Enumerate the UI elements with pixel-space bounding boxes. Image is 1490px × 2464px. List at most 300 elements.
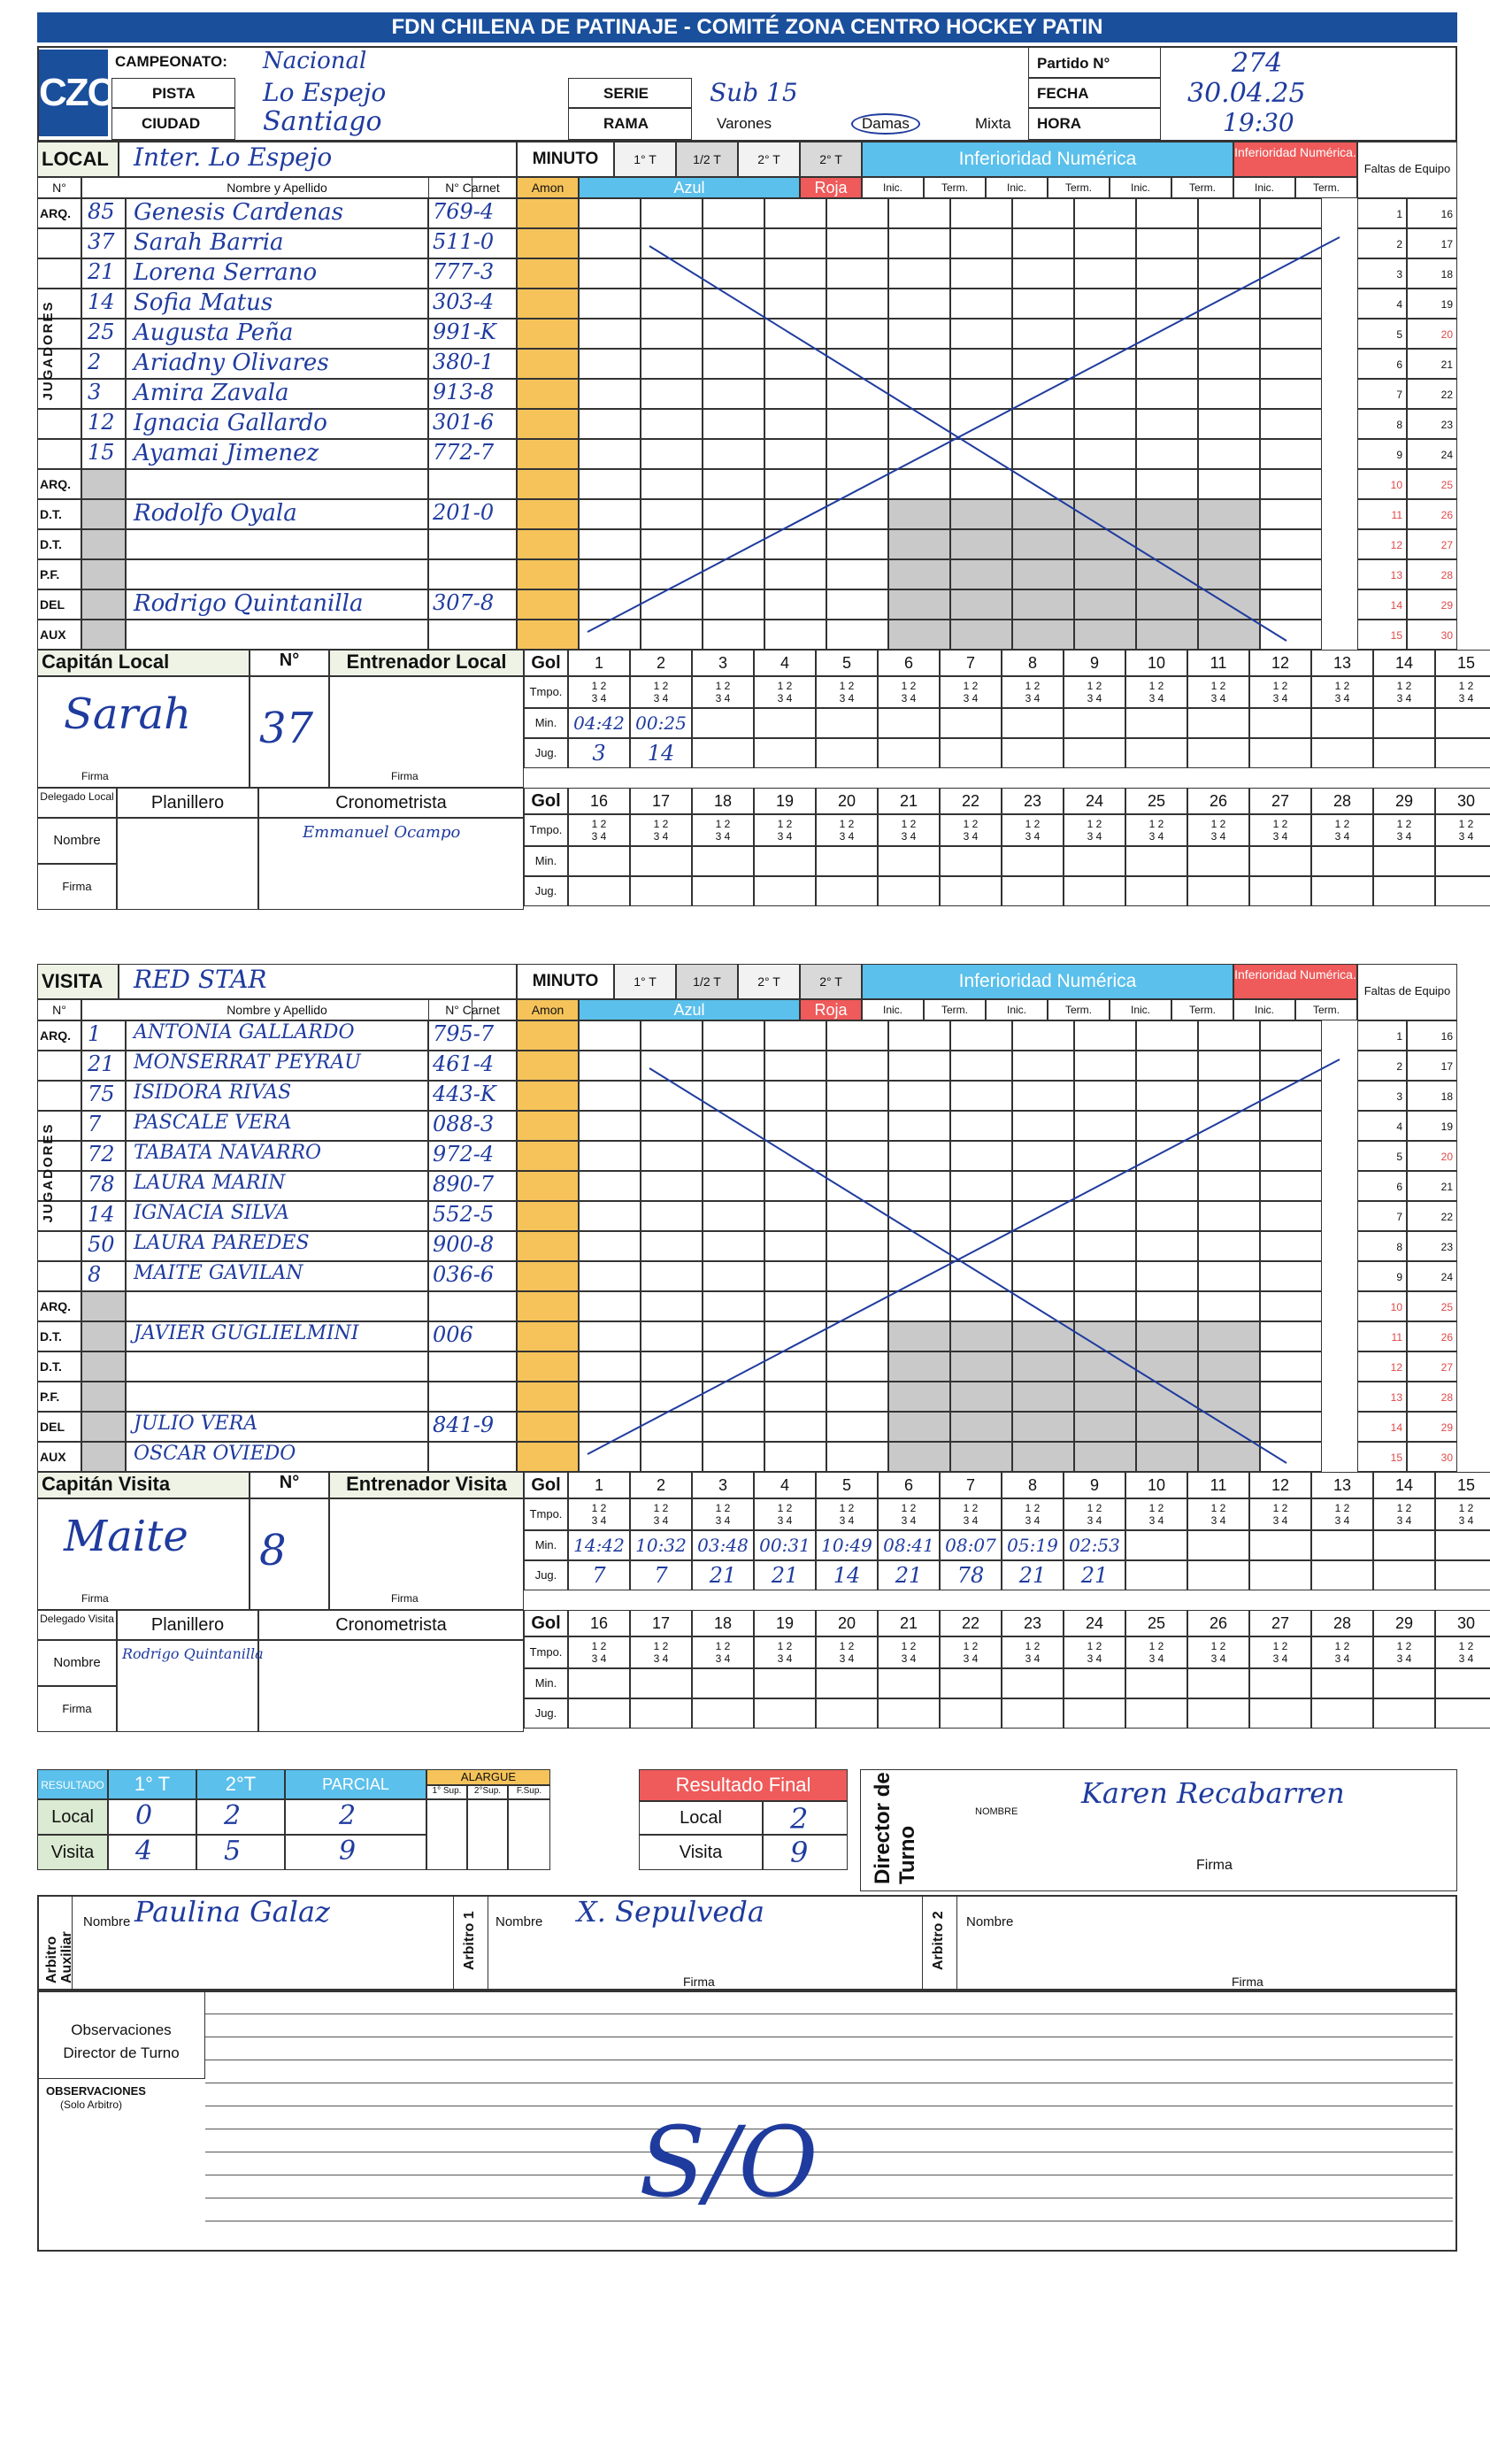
visita-g1-q34-0: 3 4 [591,1514,607,1527]
visita-g1-min-3: 00:31 [754,1530,816,1560]
local-g1-min-1: 00:25 [630,708,692,738]
local-delegado-label: Delegado Local [37,788,117,818]
local-g2-gol-3: 19 [754,788,816,814]
local-g2-min-4 [816,846,878,876]
local-g1-jug-6 [940,738,1002,768]
local-g1-q34-13: 3 4 [1396,692,1412,705]
local-falta-l-4: 5 [1357,319,1407,349]
serie-label: SERIE [603,85,649,102]
visita-falta-l-5: 6 [1357,1171,1407,1201]
local-g2-q12-12: 1 2 [1334,818,1350,830]
local-grid-0-11 [1260,198,1322,228]
local-player-carnet-5: 380-1 [428,349,517,379]
local-g1-min-10 [1187,708,1249,738]
visita-g1-min-4: 10:49 [816,1530,878,1560]
visita-grid-0-2 [703,1020,764,1051]
visita-g1-gol-14: 15 [1435,1472,1490,1498]
local-falta-r-10: 26 [1407,499,1457,529]
partido-value: 274 [1232,48,1283,79]
local-g2-tmpo-5 [878,814,940,846]
local-player-name-0: Genesis Cardenas [126,198,428,228]
visita-grid-0-3 [764,1020,826,1051]
visita-g2-gol-11: 27 [1249,1610,1311,1636]
local-amon-5 [517,349,579,379]
visita-g1-q34-9: 3 4 [1148,1514,1164,1527]
visita-falta-r-5: 21 [1407,1171,1457,1201]
visita-g1-q12-9: 1 2 [1148,1502,1164,1514]
local-player-name-3: Sofia Matus [126,289,428,319]
local-g2-jug-0 [568,876,630,906]
visita-g1-tmpo-5 [878,1498,940,1530]
visita-player-name-3: PASCALE VERA [126,1111,428,1141]
local-g1-q12-6: 1 2 [963,680,979,692]
local-g2-q34-1: 3 4 [653,830,669,843]
visita-g2-min-9 [1125,1668,1187,1698]
local-falta-r-8: 24 [1407,439,1457,469]
visita-amon-12 [517,1382,579,1412]
local-delegado-nombre-label: Nombre [37,818,117,864]
local-g1-q34-12: 3 4 [1334,692,1350,705]
visita-falta-l-6: 7 [1357,1201,1407,1231]
local-g2-q12-11: 1 2 [1272,818,1288,830]
visita-sub-carnet: N° Carnet [428,999,517,1020]
visita-g2-tmpo-1 [630,1636,692,1668]
visita-player-carnet-13: 841-9 [428,1412,517,1442]
visita-g2-rowlabel-gol: Gol [524,1610,568,1636]
local-g2-jug-12 [1311,876,1373,906]
visita-g1-tmpo-7 [1002,1498,1064,1530]
visita-g1-jug-4: 14 [816,1560,878,1590]
visita-player-n-5: 78 [81,1171,126,1201]
visita-falta-l-8: 9 [1357,1261,1407,1291]
visita-g2-q12-13: 1 2 [1396,1640,1412,1652]
visita-coach-label: Entrenador Visita [329,1472,524,1498]
local-g1-min-3 [754,708,816,738]
visita-falta-l-1: 2 [1357,1051,1407,1081]
local-g1-gol-1: 2 [630,650,692,676]
visita-role-14: AUX [37,1442,81,1472]
local-player-n-2: 21 [81,258,126,289]
local-player-carnet-0: 769-4 [428,198,517,228]
local-g1-gol-9: 10 [1125,650,1187,676]
visita-g2-min-7 [1002,1668,1064,1698]
visita-g1-min-8: 02:53 [1064,1530,1125,1560]
visita-player-carnet-12 [428,1382,517,1412]
visita-g1-tmpo-1 [630,1498,692,1530]
visita-g2-tmpo-12 [1311,1636,1373,1668]
visita-falta-l-2: 3 [1357,1081,1407,1111]
visita-g2-jug-11 [1249,1698,1311,1729]
visita-player-name-0: ANTONIA GALLARDO [126,1020,428,1051]
local-g1-gol-4: 5 [816,650,878,676]
local-falta-l-7: 8 [1357,409,1407,439]
t1-header: 1° T [108,1769,196,1799]
local-g1-q34-7: 3 4 [1025,692,1041,705]
local-g1-q34-1: 3 4 [653,692,669,705]
local-g2-tmpo-14 [1435,814,1490,846]
local-g1-q34-14: 3 4 [1458,692,1474,705]
local-grid-0-6 [950,198,1012,228]
local-g2-tmpo-6 [940,814,1002,846]
visita-strike-lines [579,1051,1357,1472]
local-grid-0-7 [1012,198,1074,228]
visita-player-name-14: OSCAR OVIEDO [126,1442,428,1472]
visita-g2-q12-9: 1 2 [1148,1640,1164,1652]
local-g1-q34-4: 3 4 [839,692,855,705]
visita-coach-box [329,1498,524,1610]
visita-g1-jug-0: 7 [568,1560,630,1590]
visita-g2-gol-0: 16 [568,1610,630,1636]
local-t2: 2 [196,1799,285,1835]
aux-nombre-label: Nombre [83,1914,131,1929]
visita-term-header-1: Term. [924,999,986,1020]
visita-player-carnet-14 [428,1442,517,1472]
local-g1-gol-13: 14 [1373,650,1435,676]
local-g1-q34-2: 3 4 [715,692,731,705]
visita-g1-q34-3: 3 4 [777,1514,793,1527]
visita-falta-r-6: 22 [1407,1201,1457,1231]
visita-g2-q12-1: 1 2 [653,1640,669,1652]
local-g2-q34-2: 3 4 [715,830,731,843]
visita-g2-q12-5: 1 2 [901,1640,917,1652]
local-g1-q12-11: 1 2 [1272,680,1288,692]
visita-g2-min-4 [816,1668,878,1698]
visita-g2-jug-13 [1373,1698,1435,1729]
local-g1-gol-2: 3 [692,650,754,676]
visita-g1-gol-3: 4 [754,1472,816,1498]
local-coach-firma: Firma [391,770,419,782]
visita-g1-q12-1: 1 2 [653,1502,669,1514]
local-player-name-12 [126,559,428,589]
local-falta-l-10: 11 [1357,499,1407,529]
visita-inic-header-2: Inic. [986,999,1048,1020]
visita-g2-jug-12 [1311,1698,1373,1729]
visita-g2-jug-9 [1125,1698,1187,1729]
local-falta-l-13: 14 [1357,589,1407,620]
local-falta-r-9: 25 [1407,469,1457,499]
local-amon-9 [517,469,579,499]
visita-g1-q12-7: 1 2 [1025,1502,1041,1514]
local-grid-0-10 [1198,198,1260,228]
local-player-n-1: 37 [81,228,126,258]
obs-director-label: Observaciones Director de Turno [63,2021,180,2061]
local-g2-gol-5: 21 [878,788,940,814]
visita-g1-q34-7: 3 4 [1025,1514,1041,1527]
visita-g2-q34-12: 3 4 [1334,1652,1350,1665]
visita-player-name-5: LAURA MARIN [126,1171,428,1201]
local-falta-l-9: 10 [1357,469,1407,499]
visita-falta-r-0: 16 [1407,1020,1457,1051]
visita-g1-q34-11: 3 4 [1272,1514,1288,1527]
local-g2-q12-5: 1 2 [901,818,917,830]
local-g1-q34-5: 3 4 [901,692,917,705]
local-amon-7 [517,409,579,439]
visita-g2-q12-10: 1 2 [1210,1640,1226,1652]
local-g1-jug-7 [1002,738,1064,768]
local-g1-q12-4: 1 2 [839,680,855,692]
visita-g1-q12-3: 1 2 [777,1502,793,1514]
visita-player-n-8: 8 [81,1261,126,1291]
visita-role-10: D.T. [37,1321,81,1351]
visita-faltas-header: Faltas de Equipo [1357,964,1457,1020]
local-g2-tmpo-12 [1311,814,1373,846]
local-term-header-5: Term. [1171,177,1233,198]
visita-g2-q12-3: 1 2 [777,1640,793,1652]
local-g2-min-2 [692,846,754,876]
local-inic-header-4: Inic. [1110,177,1171,198]
visita-role-11: D.T. [37,1351,81,1382]
local-falta-r-12: 28 [1407,559,1457,589]
final-header: Resultado Final [639,1769,848,1801]
arbitro2-label: Arbitro 2 [931,1911,946,1970]
local-g2-min-10 [1187,846,1249,876]
visita-g1-tmpo-11 [1249,1498,1311,1530]
local-g2-q12-10: 1 2 [1210,818,1226,830]
local-falta-r-11: 27 [1407,529,1457,559]
local-falta-l-11: 12 [1357,529,1407,559]
local-g1-q12-3: 1 2 [777,680,793,692]
local-g2-gol-9: 25 [1125,788,1187,814]
local-falta-r-14: 30 [1407,620,1457,650]
visita-g1-jug-8: 21 [1064,1560,1125,1590]
local-period-2: 2° T [738,142,800,177]
local-faltas-header: Faltas de Equipo [1357,142,1457,198]
visita-player-carnet-11 [428,1351,517,1382]
visita-falta-r-4: 20 [1407,1141,1457,1171]
local-g1-q12-5: 1 2 [901,680,917,692]
local-g1-gol-7: 8 [1002,650,1064,676]
local-g2-q12-14: 1 2 [1458,818,1474,830]
rama-damas: Damas [851,113,920,135]
local-player-n-0: 85 [81,198,126,228]
visita-g2-q12-6: 1 2 [963,1640,979,1652]
visita-grid-0-5 [888,1020,950,1051]
visita-term-header-7: Term. [1295,999,1357,1020]
local-g1-tmpo-4 [816,676,878,708]
visita-g2-gol-7: 23 [1002,1610,1064,1636]
local-g2-tmpo-4 [816,814,878,846]
visita-g1-gol-0: 1 [568,1472,630,1498]
visita-g1-gol-5: 6 [878,1472,940,1498]
visita-sub-n: N° [37,999,81,1020]
local-delegado-firma-label: Firma [37,864,117,910]
local-g2-jug-1 [630,876,692,906]
local-term-header-1: Term. [924,177,986,198]
visita-captain-n-label: N° [250,1472,329,1498]
visita-amon-1 [517,1051,579,1081]
local-g1-gol-3: 4 [754,650,816,676]
local-g2-tmpo-7 [1002,814,1064,846]
visita-player-n-2: 75 [81,1081,126,1111]
local-g2-q12-7: 1 2 [1025,818,1041,830]
local-staff-gray-14 [81,620,126,650]
local-g2-q34-13: 3 4 [1396,830,1412,843]
local-role-12: P.F. [37,559,81,589]
visita-g1-gol-13: 14 [1373,1472,1435,1498]
local-g2-q34-14: 3 4 [1458,830,1474,843]
local-g1-min-12 [1311,708,1373,738]
local-g2-q34-12: 3 4 [1334,830,1350,843]
visita-g2-min-6 [940,1668,1002,1698]
arbitro-aux-label: Arbitro Auxiliar [44,1931,74,1983]
local-grid-0-4 [826,198,888,228]
local-g1-tmpo-8 [1064,676,1125,708]
local-g2-gol-0: 16 [568,788,630,814]
local-player-name-8: Ayamai Jimenez [126,439,428,469]
local-amon-10 [517,499,579,529]
visita-staff-gray-10 [81,1321,126,1351]
local-g1-min-14 [1435,708,1490,738]
visita-grid-0-6 [950,1020,1012,1051]
alargue-header: ALARGUE [426,1769,550,1785]
visita-t1: 4 [108,1835,196,1870]
local-falta-l-0: 1 [1357,198,1407,228]
local-player-name-1: Sarah Barria [126,228,428,258]
visita-player-n-3: 7 [81,1111,126,1141]
serie-value: Sub 15 [710,78,798,107]
visita-g1-q34-14: 3 4 [1458,1514,1474,1527]
visita-player-name-4: TABATA NAVARRO [126,1141,428,1171]
visita-g1-q12-11: 1 2 [1272,1502,1288,1514]
local-inic-header-2: Inic. [986,177,1048,198]
visita-g1-min-14 [1435,1530,1490,1560]
visita-player-name-2: ISIDORA RIVAS [126,1081,428,1111]
a1-name: X. Sepulveda [577,1895,764,1929]
local-g2-tmpo-13 [1373,814,1435,846]
visita-inferioridad-header: Inferioridad Numérica [862,964,1233,999]
visita-g2-min-12 [1311,1668,1373,1698]
visita-g2-min-8 [1064,1668,1125,1698]
local-g1-tmpo-14 [1435,676,1490,708]
visita-g1-gol-9: 10 [1125,1472,1187,1498]
visita-g1-jug-1: 7 [630,1560,692,1590]
visita-amon-2 [517,1081,579,1111]
visita-g1-tmpo-3 [754,1498,816,1530]
local-grid-0-2 [703,198,764,228]
local-role-9: ARQ. [37,469,81,499]
local-player-name-11 [126,529,428,559]
visita-g2-tmpo-7 [1002,1636,1064,1668]
visita-g2-q34-8: 3 4 [1087,1652,1102,1665]
local-player-name-14 [126,620,428,650]
visita-captain-sig: Maite [64,1512,188,1561]
local-planillero-box [117,818,258,910]
visita-g2-min-1 [630,1668,692,1698]
local-g1-min-8 [1064,708,1125,738]
local-g1-tmpo-7 [1002,676,1064,708]
visita-staff-gray-12 [81,1382,126,1412]
visita-amon-7 [517,1231,579,1261]
visita-g1-min-5: 08:41 [878,1530,940,1560]
local-result-label: Local [37,1799,108,1835]
visita-falta-r-14: 30 [1407,1442,1457,1472]
local-captain-n: 37 [250,676,329,788]
visita-falta-r-13: 29 [1407,1412,1457,1442]
visita-result-label: Visita [37,1835,108,1870]
sup1-label: 1° Sup. [426,1785,467,1799]
local-g1-jug-1: 14 [630,738,692,768]
visita-g1-gol-4: 5 [816,1472,878,1498]
visita-g2-tmpo-5 [878,1636,940,1668]
local-g2-min-1 [630,846,692,876]
local-g2-min-8 [1064,846,1125,876]
visita-role-13: DEL [37,1412,81,1442]
local-g2-tmpo-1 [630,814,692,846]
visita-g1-min-11 [1249,1530,1311,1560]
local-player-carnet-12 [428,559,517,589]
local-g2-rowlabel-gol: Gol [524,788,568,814]
local-g1-jug-4 [816,738,878,768]
visita-player-name-8: MAITE GAVILAN [126,1261,428,1291]
visita-azul-header: Azul [579,999,800,1020]
local-falta-l-1: 2 [1357,228,1407,258]
local-g1-q12-12: 1 2 [1334,680,1350,692]
visita-g2-rowlabel-tmpo: Tmpo. [524,1636,568,1668]
local-g1-gol-0: 1 [568,650,630,676]
t2-header: 2°T [196,1769,285,1799]
local-inferioridad2-header: Inferioridad Numérica. [1233,142,1357,177]
local-g2-gol-10: 26 [1187,788,1249,814]
visita-g1-min-7: 05:19 [1002,1530,1064,1560]
visita-g2-jug-8 [1064,1698,1125,1729]
hora-value: 19:30 [1223,108,1294,137]
visita-amon-6 [517,1201,579,1231]
local-amon-3 [517,289,579,319]
local-g2-q12-8: 1 2 [1087,818,1102,830]
local-g1-jug-2 [692,738,754,768]
visita-player-carnet-5: 890-7 [428,1171,517,1201]
visita-g1-rowlabel-gol: Gol [524,1472,568,1498]
visita-grid-0-4 [826,1020,888,1051]
local-captain-sig: Sarah [64,689,191,739]
local-player-name-10: Rodolfo Oyala [126,499,428,529]
local-player-carnet-14 [428,620,517,650]
local-amon-8 [517,439,579,469]
visita-player-carnet-4: 972-4 [428,1141,517,1171]
local-g1-gol-10: 11 [1187,650,1249,676]
local-g2-q12-4: 1 2 [839,818,855,830]
local-period-3: 2° T [800,142,862,177]
visita-player-name-13: JULIO VERA [126,1412,428,1442]
local-inferioridad-header: Inferioridad Numérica [862,142,1233,177]
local-g1-q12-0: 1 2 [591,680,607,692]
visita-g2-min-14 [1435,1668,1490,1698]
visita-g2-q34-10: 3 4 [1210,1652,1226,1665]
visita-player-carnet-10: 006 [428,1321,517,1351]
visita-g1-tmpo-6 [940,1498,1002,1530]
local-amon-6 [517,379,579,409]
local-g1-q12-7: 1 2 [1025,680,1041,692]
local-g2-rowlabel-jug: Jug. [524,876,568,906]
local-falta-r-2: 18 [1407,258,1457,289]
visita-g1-q12-8: 1 2 [1087,1502,1102,1514]
visita-g1-min-0: 14:42 [568,1530,630,1560]
visita-g2-rowlabel-jug: Jug. [524,1698,568,1729]
local-g2-min-7 [1002,846,1064,876]
local-coach-label: Entrenador Local [329,650,524,676]
visita-g2-gol-1: 17 [630,1610,692,1636]
local-g2-jug-2 [692,876,754,906]
local-player-carnet-8: 772-7 [428,439,517,469]
local-g2-jug-13 [1373,876,1435,906]
visita-team-block [37,964,1476,1769]
local-g2-jug-11 [1249,876,1311,906]
local-staff-gray-11 [81,529,126,559]
local-g1-tmpo-12 [1311,676,1373,708]
local-g1-q12-9: 1 2 [1148,680,1164,692]
visita-g2-min-3 [754,1668,816,1698]
visita-g1-q34-5: 3 4 [901,1514,917,1527]
